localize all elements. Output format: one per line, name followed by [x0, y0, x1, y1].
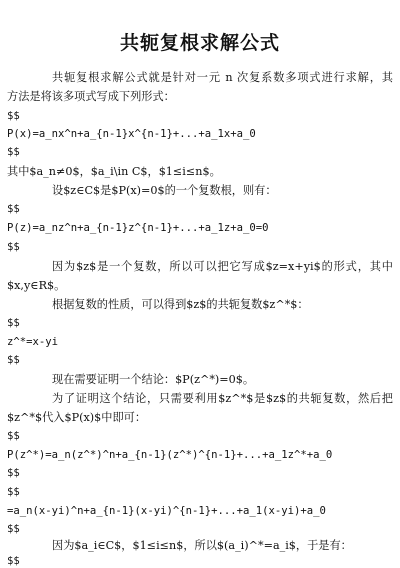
formula-line: P(z)=a_nz^n+a_{n-1}z^{n-1}+...+a_1z+a_0=0	[7, 222, 269, 234]
formula-line: z^*=x-yi	[7, 336, 59, 348]
paragraph-line: 设$z∈C$是$P(x)=0$的一个复数根，则有：	[52, 184, 277, 197]
paragraph-line: $x,y∈R$。	[7, 279, 66, 292]
formula-delimiter: $$	[7, 555, 20, 567]
formula-delimiter: $$	[7, 146, 20, 158]
paragraph-line: 方法是将该多项式写成下列形式：	[7, 90, 175, 103]
formula-line: =a_n(x-yi)^n+a_{n-1}(x-yi)^{n-1}+...+a_1(x-yi)+a_0	[7, 505, 326, 517]
formula-delimiter: $$	[7, 317, 20, 329]
formula-delimiter: $$	[7, 430, 20, 442]
paragraph-line: 为了证明这个结论，只需要利用$z^*$是$z$的共轭复数，然后把	[52, 392, 393, 405]
paragraph-line: $z^*$代入$P(x)$中即可：	[7, 411, 147, 424]
formula-delimiter: $$	[7, 523, 20, 535]
paragraph-line: 因为$z$是一个复数，所以可以把它写成$z=x+yi$的形式，其中	[52, 260, 393, 273]
formula-delimiter: $$	[7, 110, 20, 122]
paragraph-line: 其中$a_n≠0$，$a_i\in C$，$1≤i≤n$。	[7, 165, 221, 178]
paragraph-line: 现在需要证明一个结论：$P(z^*)=0$。	[52, 373, 255, 386]
formula-delimiter: $$	[7, 486, 20, 498]
formula-delimiter: $$	[7, 354, 20, 366]
paragraph-line: 共轭复根求解公式就是针对一元 n 次复系数多项式进行求解，其	[52, 71, 393, 84]
formula-line: P(z^*)=a_n(z^*)^n+a_{n-1}(z^*)^{n-1}+...+a_1z^*+a_0	[7, 449, 333, 461]
formula-line: P(x)=a_nx^n+a_{n-1}x^{n-1}+...+a_1x+a_0	[7, 128, 256, 140]
formula-delimiter: $$	[7, 467, 20, 479]
paragraph-line: 因为$a_i∈C$，$1≤i≤n$，所以$(a_i)^*=a_i$，于是有：	[52, 539, 352, 552]
formula-delimiter: $$	[7, 203, 20, 215]
document-title: 共轭复根求解公式	[119, 32, 280, 54]
paragraph-line: 根据复数的性质，可以得到$z$的共轭复数$z^*$：	[52, 298, 309, 311]
formula-delimiter: $$	[7, 241, 20, 253]
